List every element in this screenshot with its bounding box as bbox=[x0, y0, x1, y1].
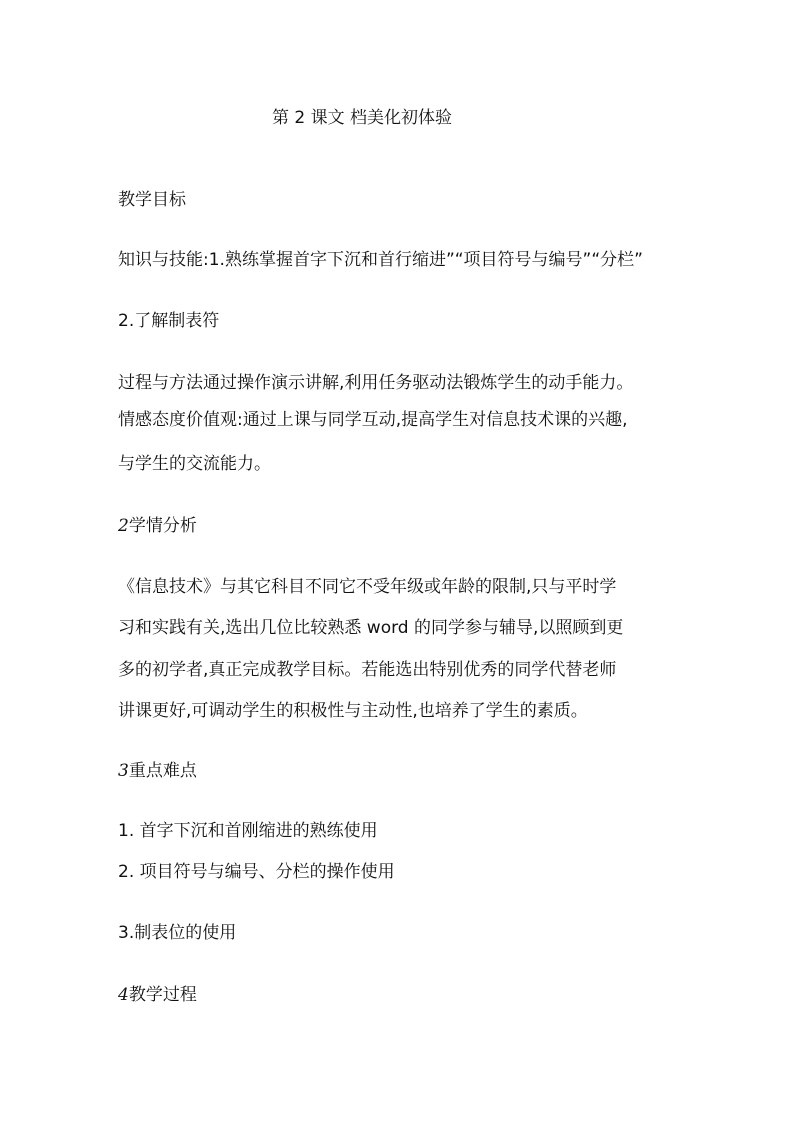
paragraph-knowledge-skills: 知识与技能:1.熟练掌握首字下沉和首行缩进”“项目符号与编号”“分栏” bbox=[118, 250, 643, 270]
paragraph-process-method: 过程与方法通过操作演示讲解,利用任务驱动法锻炼学生的动手能力。 bbox=[118, 373, 634, 393]
heading-student-analysis bbox=[118, 515, 197, 537]
heading-key-difficulties bbox=[118, 760, 197, 782]
heading-teaching-process bbox=[118, 984, 197, 1006]
section-number: 2 bbox=[118, 516, 129, 536]
paragraph-student-analysis-line: 讲课更好,可调动学生的积极性与主动性,也培养了学生的素质。 bbox=[118, 701, 588, 721]
paragraph-student-analysis-line: 多的初学者,真正完成教学目标。若能选出特别优秀的同学代替老师 bbox=[118, 660, 617, 680]
paragraph-student-analysis-line: 《信息技术》与其它科目不同它不受年级或年龄的限制,只与平时学 bbox=[118, 577, 617, 597]
paragraph-student-analysis-line: 习和实践有关,选出几位比较熟悉 word 的同学参与辅导,以照顾到更 bbox=[118, 618, 624, 638]
list-item: 1. 首字下沉和首刚缩进的熟练使用 bbox=[118, 821, 378, 841]
list-item: 2. 项目符号与编号、分栏的操作使用 bbox=[118, 862, 395, 882]
paragraph-tab-stop: 2.了解制表符 bbox=[118, 311, 220, 331]
section-label: 学情分析 bbox=[128, 516, 197, 536]
section-number: 3 bbox=[118, 761, 129, 781]
heading-teaching-goals: 教学目标 bbox=[118, 190, 186, 210]
section-label: 重点难点 bbox=[128, 761, 197, 781]
list-item: 3.制表位的使用 bbox=[118, 923, 237, 943]
section-label: 教学过程 bbox=[128, 985, 197, 1005]
paragraph-communication: 与学生的交流能力。 bbox=[118, 454, 271, 474]
section-number: 4 bbox=[118, 985, 129, 1005]
document-title: 第 2 课文 档美化初体验 bbox=[272, 108, 453, 128]
paragraph-attitude-values: 情感态度价值观:通过上课与同学互动,提高学生对信息技术课的兴趣, bbox=[118, 410, 628, 430]
